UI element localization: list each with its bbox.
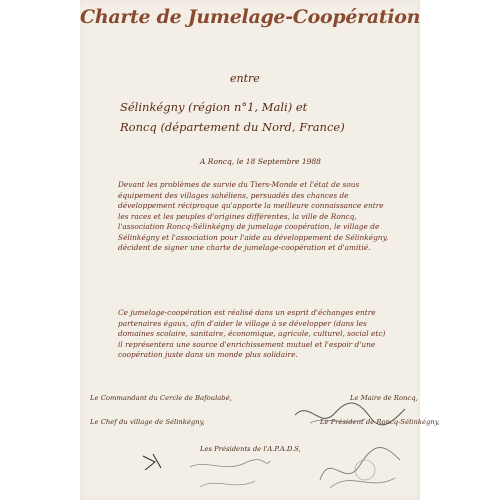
signatory-association-president: Le Président de Roncq-Sélinkégny, [320,418,440,426]
chief-mark-icon [135,448,175,478]
mayor-signature-icon [290,395,410,435]
party-selinkegny: Sélinkégny (région n°1, Mali) et [120,100,308,114]
party-roncq: Roncq (département du Nord, France) [120,120,345,134]
signatory-commandant: Le Commandant du Cercle de Bafoulabé, [90,394,232,402]
charter-document [80,0,440,500]
apads-signature-1-icon [185,455,275,495]
paragraph-purpose: Ce jumelage-coopération est réalisé dans un esprit d'échanges entre partenaires égaux, afin d'aider le village à se développer (dans les domaines scolaire, sanitaire, économique, agricole, culturel, social etc) il représentera une source d'enrichissement mutuel et l'espoir d'une coopération juste dans un monde plus solidaire. [118,308,386,359]
document-title: Charte de Jumelage-Coopération [80,6,421,28]
date-line: A Roncq, le 18 Septembre 1988 [200,157,321,166]
signatory-apads-presidents: Les Présidents de l'A.P.A.D.S, [200,445,301,453]
between-label: entre [230,72,260,85]
apads-signature-2-icon [310,440,410,495]
signatory-mayor: Le Maire de Roncq, [350,394,418,402]
paragraph-preamble: Devant les problèmes de survie du Tiers-Monde et l'état de sous équipement des villages sahéliens, persuadés des chances de développement réciproque qu'apporte la meilleure connaissance entre les races et les peuples d'origines différentes, la ville de Roncq, l'association Roncq-Sélinkégny de jumelage coopération, le village de Sélinkégny et l'association pour l'aide au développement de Sélinkégny, décident de signer une charte de jumelage-coopération et d'amitié. [118,180,389,252]
signatory-village-chief: Le Chef du village de Sélinkégny, [90,418,205,426]
